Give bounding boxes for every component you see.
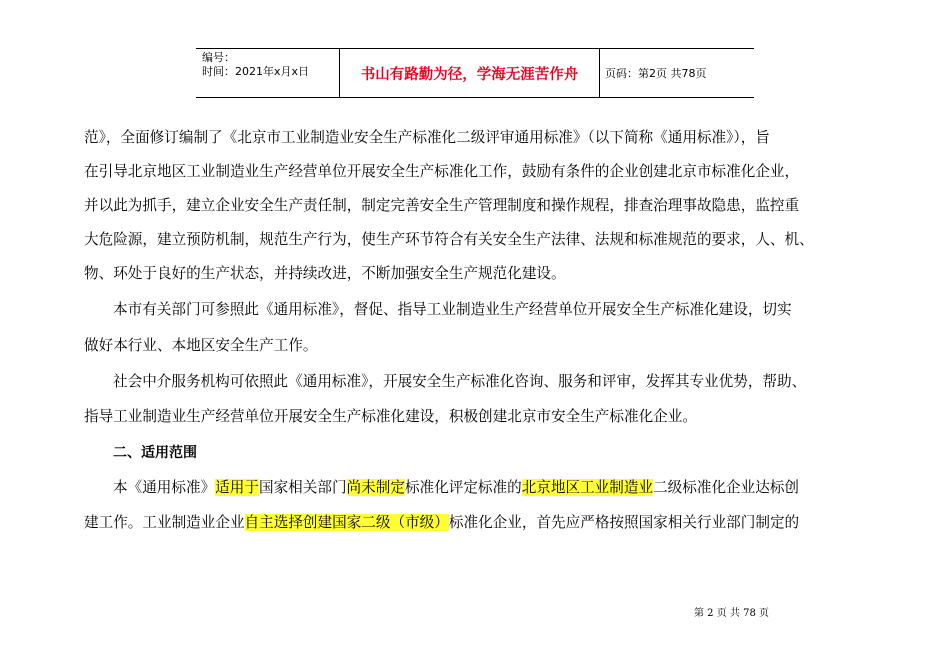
header-motto: 书山有路勤为径，学海无涯苦作舟: [340, 49, 600, 97]
text-span: 二级标准化企业达标创: [653, 479, 800, 496]
paragraph-line: 做好本行业、本地区安全生产工作。: [84, 337, 318, 354]
number-label: 编号：: [202, 51, 235, 64]
time-label: 时间：2021年x月x日: [202, 65, 310, 78]
text-span: 建工作。工业制造业企业: [84, 514, 245, 531]
highlighted-text: 尚未制定: [346, 479, 405, 496]
highlighted-text: 适用于: [215, 479, 259, 496]
paragraph-line: 指导工业制造业生产经营单位开展安全生产标准化建设，积极创建北京市安全生产标准化企业。: [84, 408, 697, 425]
paragraph-line: 在引导北京地区工业制造业生产经营单位开展安全生产标准化工作，鼓励有条件的企业创建北京市标准化企业，: [84, 163, 800, 180]
text-span: 标准化评定标准的: [404, 479, 522, 496]
header-page-info: 页码：第2页 共78页: [605, 67, 707, 80]
paragraph-line: 大危险源，建立预防机制，规范生产行为，使生产环节符合有关安全生产法律、法规和标准规范的要求，人、机、: [84, 231, 814, 248]
highlighted-text: 北京地区工业制造业: [521, 479, 654, 496]
section-heading: 二、适用范围: [113, 445, 197, 461]
paragraph-line: 范》，全面修订编制了《北京市工业制造业安全生产标准化二级评审通用标准》（以下简称《通用标准》），旨: [84, 129, 770, 146]
header-meta: [196, 49, 340, 97]
page-footer: 第 2 页 共 78 页: [694, 608, 769, 619]
text-span: 本《通用标准》: [113, 479, 216, 496]
paragraph-line: 社会中介服务机构可依照此《通用标准》，开展安全生产标准化咨询、服务和评审，发挥其专业优势，帮助、: [113, 373, 807, 390]
text-span: 国家相关部门: [258, 479, 347, 496]
paragraph-line: [113, 478, 799, 498]
text-span: 标准化企业，首先应严格按照国家相关行业部门制定的: [448, 514, 800, 531]
paragraph-line: [84, 513, 799, 533]
document-header: [196, 48, 754, 98]
highlighted-text: 自主选择创建国家二级（市级）: [244, 514, 449, 531]
paragraph-line: 并以此为抓手，建立企业安全生产责任制，制定完善安全生产管理制度和操作规程，排查治理事故隐患，监控重: [84, 197, 800, 214]
paragraph-line: 本市有关部门可参照此《通用标准》，督促、指导工业制造业生产经营单位开展安全生产标准化建设，切实: [113, 301, 792, 318]
paragraph-line: 物、环处于良好的生产状态，并持续改进，不断加强安全生产规范化建设。: [84, 265, 566, 282]
